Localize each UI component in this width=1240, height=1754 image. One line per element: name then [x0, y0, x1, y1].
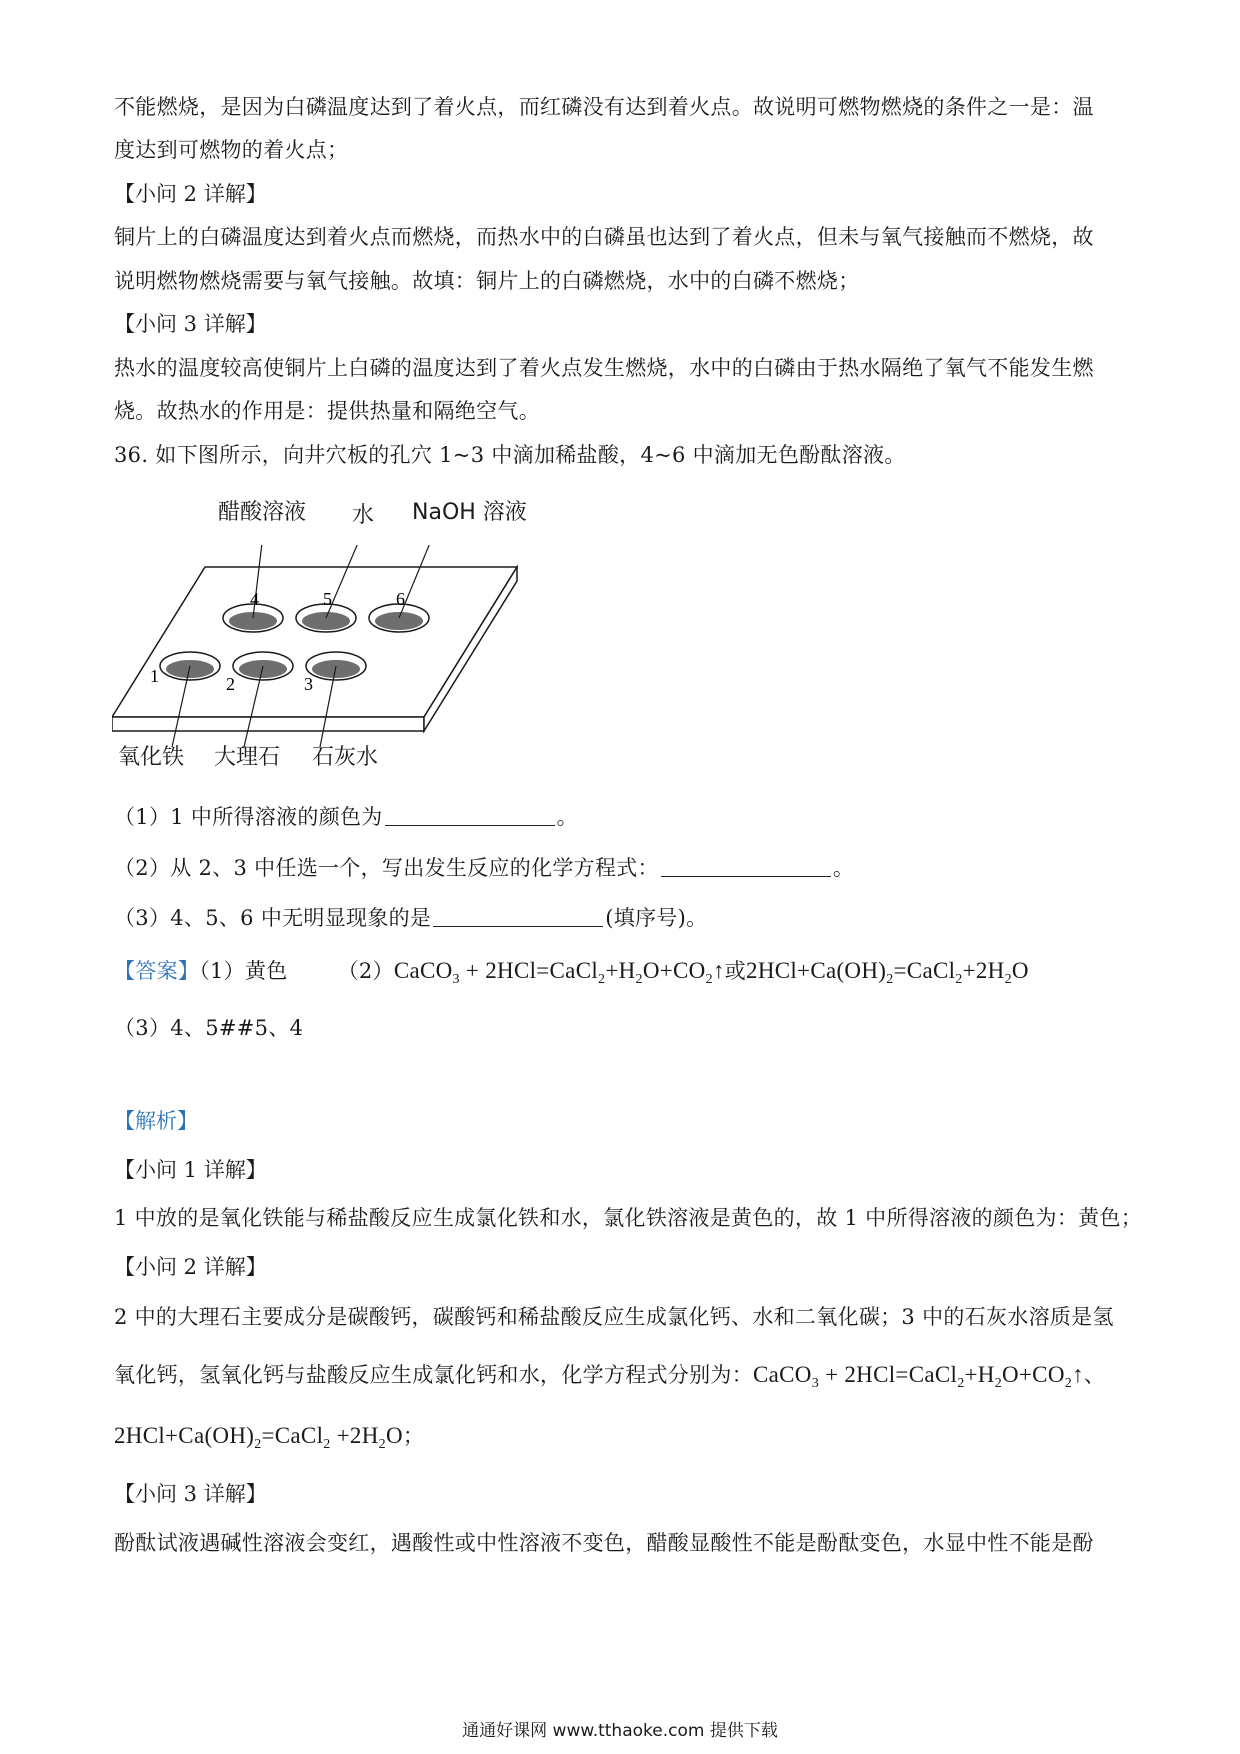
- analysis-text: 氧化钙，氢氧化钙与盐酸反应生成氯化钙和水，化学方程式分别为：: [114, 1363, 753, 1387]
- sub-question-text: (填序号)。: [605, 906, 708, 930]
- text-line: 烧。故热水的作用是：提供热量和隔绝空气。: [114, 399, 540, 423]
- label-iron-oxide: 氧化铁: [118, 745, 185, 770]
- text-line: 度达到可燃物的着火点；: [114, 138, 349, 162]
- analysis-tag: 【解析】: [114, 1109, 198, 1133]
- label-marble: 大理石: [214, 745, 281, 770]
- section-heading: 【小问 3 详解】: [114, 1482, 267, 1506]
- answer-part-3: （3）4、5##5、4: [114, 1016, 304, 1040]
- label-limewater: 石灰水: [312, 745, 379, 770]
- text-line: 热水的温度较高使铜片上白磷的温度达到了着火点发生燃烧，水中的白磷由于热水隔绝了氧气不能发生燃: [114, 356, 1094, 380]
- sub-question-1: [114, 802, 1170, 832]
- analysis-text: 、: [1083, 1363, 1106, 1387]
- text-line: 说明燃物燃烧需要与氧气接触。故填：铜片上的白磷燃烧，水中的白磷不燃烧；: [114, 269, 860, 293]
- text-line: 1 中放的是氧化铁能与稀盐酸反应生成氯化铁和水，氯化铁溶液是黄色的，故 1 中所得溶液的颜色为：黄色；: [114, 1206, 1143, 1230]
- answer-tag: 【答案】: [114, 959, 200, 983]
- analysis-text: ；: [402, 1424, 425, 1448]
- well-plate-diagram: [112, 545, 532, 775]
- equation-caoh2: $2HCl+Ca(OH)_2=CaCl_2+2H_2O$: [746, 958, 1029, 987]
- well-number: 1: [150, 666, 159, 686]
- well-number: 6: [396, 589, 405, 609]
- well-plate-figure: [112, 500, 532, 775]
- text-line: 酚酞试液遇碱性溶液会变红，遇酸性或中性溶液不变色，醋酸显酸性不能是酚酞变色，水显中性不能是酚: [114, 1531, 1094, 1555]
- section-heading: 【小问 1 详解】: [114, 1158, 267, 1182]
- equation-caco3: CaCO$_3$ + $2HCl=CaCl_2+H_2O+CO_2↑$: [753, 1362, 1084, 1391]
- equation-caco3: CaCO$_3$ + $2HCl=CaCl_2+H_2O+CO_2↑$: [393, 958, 725, 987]
- answer-part-1: （1）黄色: [199, 959, 288, 983]
- answer-part-2-prefix: （2）: [337, 959, 394, 983]
- section-heading: 【小问 3 详解】: [114, 312, 267, 336]
- plate-front-face: [112, 717, 424, 731]
- sub-question-text: 。: [556, 805, 578, 829]
- page-footer: 通通好课网 www.tthaoke.com 提供下载: [462, 1721, 778, 1741]
- well-number: 3: [304, 674, 313, 694]
- text-line-with-equation: [114, 1360, 1170, 1399]
- sub-question-2: [114, 853, 1170, 883]
- sub-question-3: [114, 903, 1170, 933]
- question-stem: 36. 如下图所示，向井穴板的孔穴 1~3 中滴加稀盐酸，4~6 中滴加无色酚酞溶液。: [114, 443, 906, 467]
- answer-blank: [433, 904, 603, 927]
- text-line: 铜片上的白磷温度达到着火点而燃烧，而热水中的白磷虽也达到了着火点，但未与氧气接触而不燃烧，故: [114, 225, 1094, 249]
- section-heading: 【小问 2 详解】: [114, 1255, 267, 1279]
- text-line: 2 中的大理石主要成分是碳酸钙，碳酸钙和稀盐酸反应生成氯化钙、水和二氧化碳；3 中的石灰水溶质是氢: [114, 1305, 1114, 1329]
- sub-question-text: （1）1 中所得溶液的颜色为: [114, 805, 383, 829]
- well-number: 2: [226, 674, 235, 694]
- text-line: 不能燃烧，是因为白磷温度达到了着火点，而红磷没有达到着火点。故说明可燃物燃烧的条件之一是：温: [114, 95, 1094, 119]
- well-number: 4: [250, 589, 259, 609]
- answer-or: 或: [724, 959, 747, 983]
- label-acetic-acid: 醋酸溶液: [218, 500, 307, 525]
- label-water: 水: [352, 503, 375, 528]
- well-number: 5: [323, 589, 332, 609]
- plate-top-face: [112, 567, 517, 717]
- section-heading: 【小问 2 详解】: [114, 182, 267, 206]
- text-line-with-equation: [114, 1421, 1170, 1460]
- label-naoh: NaOH 溶液: [412, 500, 527, 525]
- answer-blank: [385, 803, 555, 826]
- sub-question-text: （3）4、5、6 中无明显现象的是: [114, 906, 432, 930]
- answer-line: [114, 956, 1170, 995]
- sub-question-text: 。: [832, 856, 855, 880]
- equation-caoh2: $2HCl+Ca(OH)_2=CaCl_2 +2H_2O$: [114, 1423, 403, 1452]
- sub-question-text: （2）从 2、3 中任选一个，写出发生反应的化学方程式：: [114, 856, 659, 880]
- answer-blank: [661, 854, 831, 877]
